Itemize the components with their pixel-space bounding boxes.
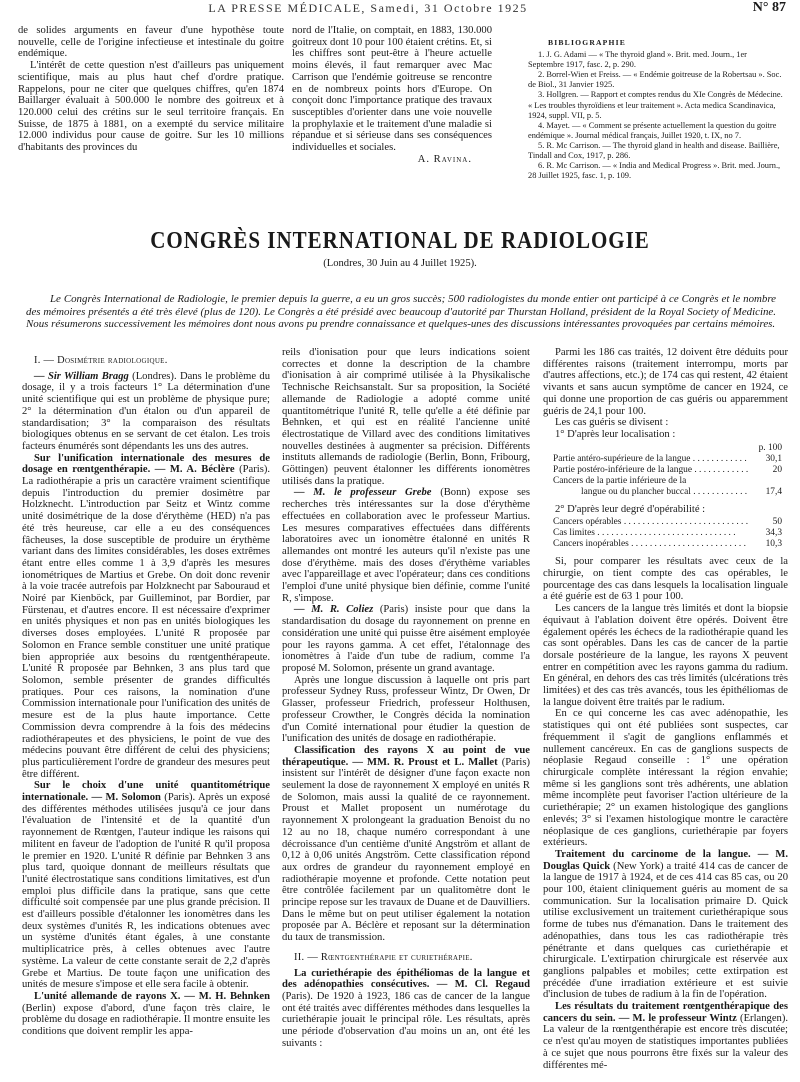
paper-heading: Classification des rayons X au point de vue thérapeutique. — MM. R. Proust et L. Mallet: [282, 744, 530, 768]
bibliography-item: 3. Hollgren. — Rapport et comptes rendus du XIe Congrès de Médecine. « Les troubles thyroïdiens et leur traitement ». Acta medica Scandinavica, 1924, suppl. VII, p. 5.: [528, 90, 783, 120]
paper-heading: Sur l'unification internationale des mesures de dosage en rœntgenthérapie. — M. A. Béclère: [22, 452, 270, 476]
list-title: 1° D'après leur localisation :: [555, 428, 676, 440]
paragraph: Les cancers de la langue très limités et dont la biopsie équivaut à l'ablation doivent être opérés. Doivent être également opérés les échecs de la radiothérapie quand les cas sont opérables. Dans les cas de cancer de la partie dorsale postérieure de la langue, les rayons X peuvent entrer en compétition avec les rayons gamma du radium. En général, en dehors des cas très limités (ulcérations très limitées) et des cas très avancés, tous les épithéliomas de la langue doivent être traités par le radium.: [543, 603, 788, 708]
paragraph: L'intérêt de cette question n'est d'ailleurs pas uniquement scientifique, mais au plus haut chef d'ordre pratique. Rappelons, pour ne citer que quelques chiffres, qu'en 1874 Baillarger évaluait à 500.000 le nombre des goitreux et à 120.000 celui des crétins sur le seul territoire français. En Suisse, de 1875 à 1881, on a exempté du service militaire 12.000 individus pour cause de goitre. Sur les 10 millions d'habitants des provinces du: [18, 60, 284, 154]
paragraph: Les cas guéris se divisent :: [555, 417, 669, 429]
operability-table: [543, 517, 788, 550]
paragraph: [22, 453, 270, 781]
table-row: [543, 517, 788, 528]
paragraph-text: (Paris) insiste pour que dans la standardisation du dosage du rayonnement on prenne en considération une unité qui puisse être aisément employée pour les rayons gamma. A cet effet, l'étalonnage des ionomètres à l'aide d'un tube de radium, comme l'a proposé M. Solomon, présente un grand avantage.: [282, 604, 530, 674]
article-column-1: [22, 355, 270, 1038]
paper-heading: Traitement du carcinome de la langue. — M. Douglas Quick: [543, 848, 788, 872]
paragraph: [282, 968, 530, 1050]
row-value: 34,3: [765, 528, 782, 539]
paragraph: nord de l'Italie, on comptait, en 1883, 130.000 goitreux dont 10 pour 100 étaient crétins. Et, si les chiffres sont peut-être à l'heure actuelle moins élevés, il faut remarquer avec Mac Carrison que l'endémie goitreuse se rencontre en de nombreux points hors d'Europe. On conçoit donc l'importance pratique des travaux susceptibles d'orienter dans une voie nouvelle la prophylaxie et le traitement d'une maladie si répandue et si sérieuse dans ses conséquences individuelles et sociales.: [292, 25, 492, 154]
page-number: N° 87: [752, 0, 786, 15]
paragraph: [282, 604, 530, 674]
row-value: 10,3: [765, 539, 782, 550]
bibliography-item: 6. R. Mc Carrison. — « India and Medical Progress ». Brit. med. Journ., 28 Juillet 1925, fasc. 1, p. 109.: [528, 161, 781, 181]
article-subtitle: (Londres, 30 Juin au 4 Juillet 1925).: [323, 258, 477, 269]
page-header: [10, 0, 786, 20]
table-row: [543, 454, 788, 465]
section-heading: II. — Rœntgenthérapie et curiethérapie.: [294, 951, 473, 963]
paragraph-text: (Paris). De 1920 à 1923, 186 cas de cancer de la langue ont été traités avec différentes méthodes dans lesquelles la curiethérapie jouait le principal rôle. Les résultats, après une période d'observation d'au moins un an, ont été les suivants :: [282, 990, 530, 1049]
article-title: CONGRÈS INTERNATIONAL DE RADIOLOGIE: [150, 226, 650, 254]
row-label: Partie antéro-supérieure de la langue . . .: [543, 454, 748, 465]
bibliography: [528, 38, 783, 181]
paragraph-text: (Londres). Dans le problème du dosage, il y a trois facteurs 1° La détermination d'une unité scientifique qui est un problème de physique pure; 2° la détermination d'un étalon ou d'un appareil de standardisation; 3° la comparaison des résultats biologiques obtenus en se servant de cet étalon. Les trois facteurs énumérés sont dépendants les uns des autres.: [22, 370, 270, 452]
row-value: 30,1: [765, 453, 782, 464]
bibliography-heading: BIBLIOGRAPHIE: [548, 38, 627, 47]
row-label: Cancers inopérables . . .: [543, 539, 748, 550]
paper-heading: La curiethérapie des épithéliomas de la langue et des adénopathies consécutives. — M. Cl. Regaud: [282, 967, 530, 991]
paragraph-text: (Bonn) expose ses recherches très intéressantes sur la dose d'érythème effectuées en collaboration avec le professeur Martius. Les mesures comparatives effectuées dans différents laboratoires avec un ionomètre étalonné en unités R allemandes ont montré les auteurs qu'il n'existe pas une dose d'érythème. mais des doses d'érythème variables avec l'appareillage et avec l'opérateur; dans ces conditions l'emploi d'une unité physique bien définie, comme l'unité R, s'impose.: [282, 487, 530, 604]
row-label: Cancers opérables . . .: [543, 517, 748, 528]
unit-label: p. 100: [758, 442, 782, 453]
speaker-name: — Sir William Bragg: [34, 370, 129, 382]
section-heading: I. — Dosimétrie radiologique.: [34, 355, 168, 366]
paragraph: Parmi les 186 cas traités, 12 doivent être déduits pour différentes raisons (traitement interrompu, morts par d'autres affections, etc.); de 174 cas qui restent, 42 étaient vivants et sans aucun symptôme de cancer en 1924, ce qui donne une proportion de cas guéris ou apparemment guéris de 24,1 pour 100.: [543, 347, 788, 417]
paragraph: [543, 1001, 788, 1071]
paragraph-text: (Paris). Après un exposé des différentes méthodes utilisées jusqu'à ce jour dans l'évaluation de l'intensité et de la quantité d'un rayonnement de Rœntgen, l'auteur indique les raisons qui militent en faveur de l'adoption de l'unité R qu'il proposa le premier en 1920. L'unité R définie par Behnken 3 ans plus tard, quoique donnant de meilleurs résultats que l'unité électrostatique sans conditions limitatives, est d'un emploi plus difficile dans la pratique, sans que cette difficulté soit compensée par une plus grande précision. Il est d'ailleurs possible d'étalonner les ionomètres dans les deux systèmes d'unités R, les indications obtenues avec un système d'unités étant égales, à une constante multiplicatrice près, à celles obtenues avec l'autre système. La valeur de cette constante serait de 2,2 d'après Grebe et Martius. De toute façon une unification des unités de mesure s'impose et elle sera facile à obtenir.: [22, 792, 270, 991]
paragraph: [282, 487, 530, 604]
paper-heading: Sur le choix d'une unité quantitométrique internationale. — M. Solomon: [22, 780, 270, 804]
list-title: 2° D'après leur degré d'opérabilité :: [555, 503, 706, 515]
table-row: [543, 528, 788, 539]
row-label: Cas limites . . .: [543, 528, 748, 539]
bibliography-item: 4. Mayet. — « Comment se présente actuellement la question du goitre endémique ». Journal médical français, Juillet 1920, t. IX, no 7.: [528, 120, 777, 140]
row-label: Cancers de la partie inférieure de la: [553, 475, 687, 486]
bibliography-item: 5. R. Mc Carrison. — The thyroid gland in health and disease. Baillière, Tindall and Cox, 1917, p. 286.: [528, 140, 780, 161]
paragraph-text: (Paris) insistent sur l'intérêt de désigner d'une façon exacte non seulement la dose de rayonnement X employé en unités R de Solomon, mais aussi la qualité de ce rayonnement. Proust et Mallet proposent un numérotage du rayonnement X prolongeant la graduation Benoist du no 12 au no 18, chaque numéro correspondant à une décroissance d'un centième d'unité Angström et allant de 0,12 à 0,06 unités Angström. Cette classification répond aux ordres de grandeur du rayonnement employé en radiothérapie moyenne et profonde. Cette notation peut être contrôlée facilement par un qualitomètre dont le principe repose sur les travaux de Duane et de Dauvilliers. Dans le même but on peut utiliser également la notation proposée par A. Béclère et reposant sur la détermination du taux de transmission.: [282, 756, 530, 944]
row-label: Partie postéro-inférieure de la langue . . .: [543, 465, 748, 476]
paragraph-text: (Berlin) expose d'abord, d'une façon très claire, le problème du dosage en radiothérapie. Il montre ensuite les conditions que doivent remplir les appa-: [22, 1002, 270, 1038]
table-row: [543, 476, 788, 487]
paragraph-text: (New York) a traité 414 cas de cancer de la langue de 1917 à 1924, et de ces 414 cas 85 cas, ou 20 pour 100, étaient cliniquement guéris au moment de sa communication. Sur la localisation primaire D. Quick utilise exclusivement un traitement curiethérapique sous forme de tubes nus d'émanation. Dans le traitement des adénopathies, dans tous les cas radiothérapie très pénétrante et dans quelques cas curiethérapie et chirurgicale. L'extirpation chirurgicale est réservée aux ganglions palpables et mobiles; cette extirpation est précédée d'une irradiation extérieure et est suivie d'inclusion de tubes de radium à la fin de l'opération.: [543, 860, 788, 1001]
row-value: 50: [772, 517, 782, 528]
paragraph: [282, 745, 530, 944]
running-title: LA PRESSE MÉDICALE, Samedi, 31 Octobre 1925: [208, 1, 528, 15]
bibliography-item: 1. J. G. Adami — « The thyroid gland ». Brit. med. Journ., 1er Septembre 1917, fasc. 2, p. 290.: [528, 50, 747, 70]
paragraph: [543, 849, 788, 1001]
paragraph: En ce qui concerne les cas avec adénopathie, les statistiques qui ont été publiées sont suspectes, car fréquemment il s'agit de ganglions enflammés et nullement cancéreux. En cas de ganglions suspects de néoplasie Regaud conseille : 1° une opération chirurgicale complète intéressant la région envahie; même si les ganglions sont très adhérents, une ablation même incomplète peut favoriser l'action ultérieure de la curiethérapie; 2° un examen histologique des ganglions enlevés; 3° si l'examen histologique montre le caractère néoplasique de ces ganglions, curiethérapie par foyers extérieurs.: [543, 708, 788, 849]
paragraph: de solides arguments en faveur d'une hypothèse toute nouvelle, celle de l'origine infectieuse et intestinale du goitre endémique.: [18, 25, 284, 60]
paper-heading: Les résultats du traitement rœntgenthérapique des cancers du sein. — M. le professeur Wintz: [543, 1001, 788, 1024]
localisation-table: [543, 443, 788, 498]
paragraph: [22, 991, 270, 1038]
table-row: [543, 539, 788, 550]
speaker-name: — M. R. Coliez: [294, 604, 374, 616]
paragraph: reils d'ionisation pour que leurs indications soient correctes et donne la description de la chambre d'ionisation à air comprimé utilisée à la Physikalische Technische Reichsanstalt. Sur sa proposition, la Société allemande de Radiologie a adopté comme unité quantitométrique l'unité R, telle qu'elle a été définie par Behnken, et qui est en réalité l'ancienne unité électrostatique de Villard avec des conditions limitatives nouvelles destinées à augmenter sa précision. Différents instituts allemands de radiologie (Berlin, Bonn, Fribourg, Göttingen) peuvent étalonner les différents ionomètres utilisés dans la pratique.: [282, 347, 530, 487]
paragraph: [22, 371, 270, 453]
paragraph: Après une longue discussion à laquelle ont pris part professeur Sydney Russ, professeur Wintz, Dr Owen, Dr Glasser, professeur Friedrich, professeur Holthusen, professeur Crowther, le Congrès décida la nomination d'un Comité international pour étudier la question de l'unification des unités de dosage en radiothérapie.: [282, 674, 530, 745]
row-value: 17,4: [765, 486, 782, 497]
table-row: [543, 487, 788, 498]
speaker-name: — M. le professeur Grebe: [294, 487, 432, 499]
paragraph-text: (Erlangen). La valeur de la rœntgenthérapie est encore très discutée; ce n'est qu'au moyen de statistiques importantes publiées à ce sujet que nous pourrons être fixés sur la valeur des différentes mé-: [543, 1012, 788, 1071]
author-signature: A. Ravina.: [417, 153, 472, 165]
row-label: langue ou du plancher buccal . . .: [543, 487, 748, 498]
previous-article-right-column: [292, 25, 492, 165]
bibliography-item: 2. Borrel-Wien et Freiss. — « Endémie goitreuse de la Robertsau ». Soc. de Biol., 31 Janvier 1925.: [528, 70, 782, 90]
paragraph: Si, pour comparer les résultats avec ceux de la chirurgie, on tient compte des cas opérables, le pourcentage des cas dans lesquels la localisation linguale a été guérie est de 63 1 pour 100.: [543, 556, 788, 603]
article-column-3: [543, 347, 788, 1071]
paragraph-text: (Paris). La radiothérapie a pris un caractère vraiment scientifique depuis l'introduction du premier dosimètre par Holzknecht. L'introduction par Seitz et Wintz comme unité dosimétrique de la dose d'érythème (HED) n'a pas été très heureuse, car elle a eu des conséquences fâcheuses, la dose susceptible de produire un érythème variant dans des limites considérables, les doses extrêmes étant entre elles comme 1 à 3,9 d'après les mesures ionométriques de Martius et Grebe. On doit donc revenir à la voie tracée autrefois par Holzknecht par Sabouraud et Noiré par Kienböck, par Guilleminot, par Bordier, par Fürstenau, et d'autres encore. Il est nécessaire d'exprimer en unités physiques et non pas en unités biologiques les diverses doses employées. L'unité R proposée par Solomon en France semble constituer une unité pratique bien appropriée aux besoins du rœntgenthérapeute. L'unité R proposée par Behnken, 3 ans plus tard que Solomon, semble présenter de grandes difficultés pratiques. Pour ces raisons, la nomination d'une Commission internationale pour l'unification des unités de mesure est de la plus haute importance. Cette Commission devra comprendre à la fois des médecins radiothérapeutes et des physiciens, le point de vue des médecins pouvant être différent de celui des physiciens; plus particulièrement l'ordre de grandeur des mesures peut être différent.: [22, 464, 271, 780]
article-column-2: [282, 347, 530, 1049]
table-row: [543, 465, 788, 476]
previous-article-left-column: [18, 25, 284, 154]
paper-heading: L'unité allemande de rayons X. — M. H. Behnken: [34, 990, 270, 1002]
paragraph: [22, 780, 270, 991]
article-intro: Le Congrès International de Radiologie, le premier depuis la guerre, a eu un gros succès; 500 radiologistes du monde entier ont participé à ce Congrès et le nombre des mémoires présentés a été très élevé (plus de 120). Le Congrès a été présidé avec beaucoup d'autorité par Thurstan Holland, président de la Royal Society of Medicine. Nous résumerons successivement les mémoires dont nous avons pu prendre connaissance et quelques-unes des discussions intéressantes provoquées par certains mémoires.: [26, 293, 776, 330]
row-value: 20: [772, 464, 782, 475]
row-value: [748, 476, 788, 487]
